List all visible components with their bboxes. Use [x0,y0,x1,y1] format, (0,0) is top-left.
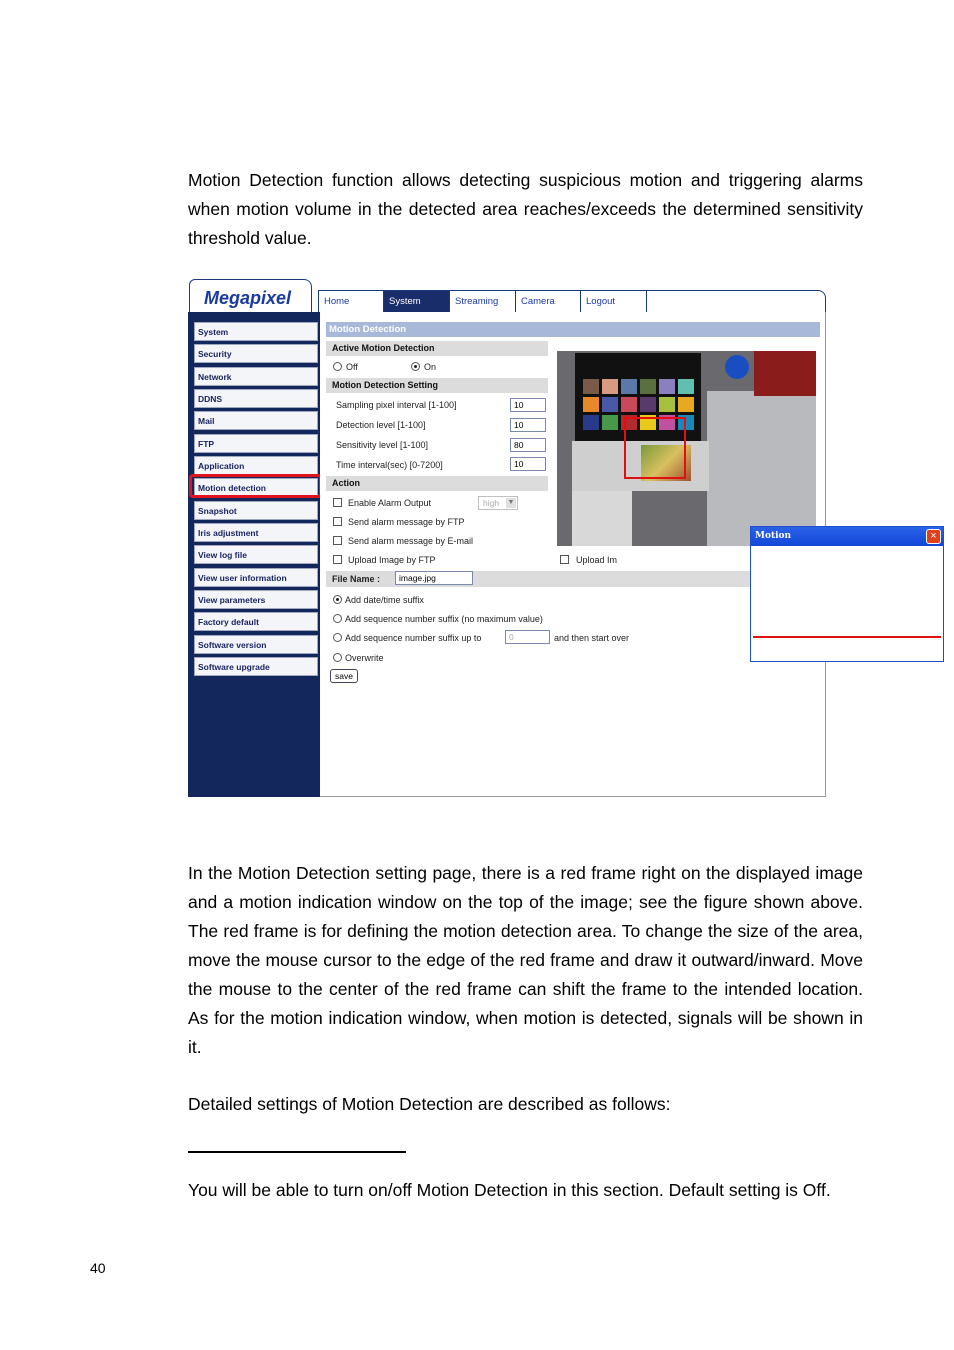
page-number: 40 [90,1260,106,1276]
suffix-upto-radio[interactable] [333,633,342,642]
suffix-upto-input[interactable]: 0 [505,630,550,644]
nav-camera[interactable]: Camera [516,291,581,312]
suffix-sequence-radio[interactable] [333,614,342,623]
logo-tab [189,279,312,312]
sidebar-item-system[interactable]: System [194,322,318,341]
file-name-label: File Name : [332,574,381,584]
section-motion-detection-setting: Motion Detection Setting [326,378,548,393]
send-ftp-label: Send alarm message by FTP [348,517,465,527]
logo: Megapixel [204,288,292,308]
sidebar-item-software-upgrade[interactable]: Software upgrade [194,657,318,676]
nav-logout[interactable]: Logout [581,291,647,312]
footnote: You will be able to turn on/off Motion Detection in this section. Default setting is Off. [188,1179,831,1200]
file-name-input[interactable]: image.jpg [395,571,473,585]
save-button[interactable]: save [330,669,358,683]
explanation-paragraph: In the Motion Detection setting page, there is a red frame right on the displayed image and a motion indication window on the top of the image; see the figure shown above. The red frame is for defining the motion detection area. To change the size of the area, move the mouse cursor to the edge of the red frame and draw it outward/inward. Move the mouse to the center of the red frame can shift the frame to the intended location. As for the motion indication window, when motion is detected, signals will be shown in it. [188,862,863,1057]
motion-window-title: Motion [751,527,943,546]
sidebar-item-motion-detection[interactable]: Motion detection [194,478,318,497]
test-chart [572,491,632,546]
section-active-motion-detection: Active Motion Detection [326,341,548,356]
sidebar-item-mail[interactable]: Mail [194,411,318,430]
send-email-checkbox[interactable] [333,536,342,545]
upload-image-right-label: Upload Im [576,555,618,565]
sidebar-item-ftp[interactable]: FTP [194,434,318,453]
overwrite-radio[interactable] [333,653,342,662]
sampling-interval-label: Sampling pixel interval [1-100] [336,400,457,410]
settings-screenshot [188,279,937,797]
sidebar-item-software-version[interactable]: Software version [194,635,318,654]
suffix-upto-label: Add sequence number suffix up to [345,633,482,643]
off-label: Off [346,362,358,372]
on-radio[interactable] [411,362,420,371]
wall [707,391,816,546]
camera-image[interactable] [557,351,816,546]
top-nav [318,290,826,312]
nav-system[interactable]: System [384,291,450,312]
enable-alarm-output-label: Enable Alarm Output [348,498,432,508]
detection-level-label: Detection level [1-100] [336,420,426,430]
send-email-label: Send alarm message by E-mail [348,536,474,546]
alarm-level-select[interactable] [478,496,518,510]
sidebar-item-snapshot[interactable]: Snapshot [194,501,318,520]
intro-paragraph: Motion Detection function allows detecting suspicious motion and triggering alarms when motion volume in the detected area reaches/exceeds the determined sensitivity threshold value. [188,169,863,248]
red-poster [754,351,816,396]
upload-image-ftp-checkbox[interactable] [333,555,342,564]
motion-window [750,526,944,662]
blue-ball [725,355,749,379]
sidebar-item-security[interactable]: Security [194,344,318,363]
sidebar-highlight-frame [189,474,322,498]
send-ftp-checkbox[interactable] [333,517,342,526]
upload-image-ftp-label: Upload Image by FTP [348,555,436,565]
motion-area-frame[interactable] [624,417,686,479]
sensitivity-level-label: Sensitivity level [1-100] [336,440,429,450]
sidebar-item-application[interactable]: Application [194,456,318,475]
sidebar-item-iris-adjustment[interactable]: Iris adjustment [194,523,318,542]
suffix-datetime-label: Add date/time suffix [345,595,424,605]
sidebar-item-network[interactable]: Network [194,367,318,386]
sidebar-item-ddns[interactable]: DDNS [194,389,318,408]
suffix-tail-label: and then start over [554,633,630,643]
sidebar [188,312,320,797]
sidebar-item-view-parameters[interactable]: View parameters [194,590,318,609]
sensitivity-level-input[interactable]: 80 [510,438,546,452]
nav-home[interactable]: Home [319,291,384,312]
enable-alarm-output-checkbox[interactable] [333,498,342,507]
footnote-rule [188,1151,406,1153]
section-action: Action [326,476,548,491]
upload-image-right-checkbox[interactable] [560,555,569,564]
chevron-down-icon: ▼ [507,499,515,506]
sidebar-item-factory-default[interactable]: Factory default [194,612,318,631]
motion-threshold-line [753,636,941,638]
overwrite-label: Overwrite [345,653,384,663]
time-interval-label: Time interval(sec) [0-7200] [336,460,443,470]
suffix-datetime-radio[interactable] [333,595,342,604]
time-interval-input[interactable]: 10 [510,457,546,471]
sidebar-item-view-user-information[interactable]: View user information [194,568,318,587]
alarm-level-value: high [483,498,500,508]
page-title: Motion Detection [326,322,820,337]
nav-streaming[interactable]: Streaming [450,291,516,312]
on-label: On [424,362,437,372]
detection-level-input[interactable]: 10 [510,418,546,432]
sidebar-item-view-log-file[interactable]: View log file [194,545,318,564]
detail-intro: Detailed settings of Motion Detection are described as follows: [188,1093,671,1114]
sampling-interval-input[interactable]: 10 [510,398,546,412]
close-icon[interactable]: × [926,529,941,544]
main-panel [320,312,937,797]
suffix-sequence-label: Add sequence number suffix (no maximum value) [345,614,543,624]
off-radio[interactable] [333,362,342,371]
